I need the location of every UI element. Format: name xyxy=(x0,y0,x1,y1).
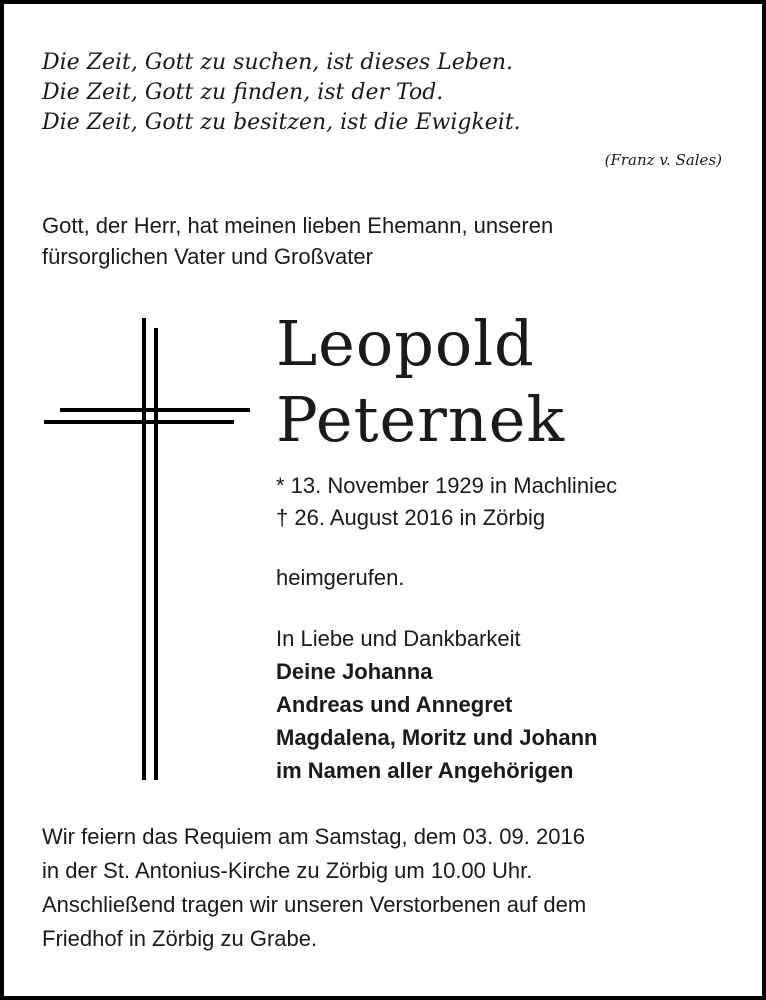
intro-line: fürsorglichen Vater und Großvater xyxy=(42,244,373,269)
death-date: † 26. August 2016 in Zörbig xyxy=(276,505,546,530)
intro-text xyxy=(42,210,722,272)
mourners-block xyxy=(276,622,597,787)
deceased-name xyxy=(276,306,565,458)
bible-quote xyxy=(42,48,732,138)
intro-line: Gott, der Herr, hat meinen lieben Ehemann, unseren xyxy=(42,213,554,238)
quote-line: Die Zeit, Gott zu besitzen, ist die Ewigkeit. xyxy=(42,110,521,135)
mourner-name: im Namen aller Angehörigen xyxy=(276,758,574,783)
called-home-text: heimgerufen. xyxy=(276,565,405,590)
mourner-name: Deine Johanna xyxy=(276,659,433,684)
mourners-intro: In Liebe und Dankbarkeit xyxy=(276,626,521,651)
last-name: Peternek xyxy=(276,383,566,456)
mourner-name: Andreas und Annegret xyxy=(276,692,513,717)
service-line: Friedhof in Zörbig zu Grabe. xyxy=(42,926,318,951)
quote-line: Die Zeit, Gott zu suchen, ist dieses Leben. xyxy=(42,50,514,75)
life-dates xyxy=(276,470,617,534)
quote-line: Die Zeit, Gott zu finden, ist der Tod. xyxy=(42,80,444,105)
first-name: Leopold xyxy=(276,307,535,380)
service-line: in der St. Antonius-Kirche zu Zörbig um 10.00 Uhr. xyxy=(42,858,533,883)
birth-date: * 13. November 1929 in Machliniec xyxy=(276,473,618,498)
mourner-name: Magdalena, Moritz und Johann xyxy=(276,725,598,750)
service-line: Anschließend tragen wir unseren Verstorbenen auf dem xyxy=(42,892,587,917)
cross-icon xyxy=(44,318,250,788)
quote-source: (Franz v. Sales) xyxy=(604,151,722,169)
service-line: Wir feiern das Requiem am Samstag, dem 03. 09. 2016 xyxy=(42,824,585,849)
service-info xyxy=(42,820,732,956)
